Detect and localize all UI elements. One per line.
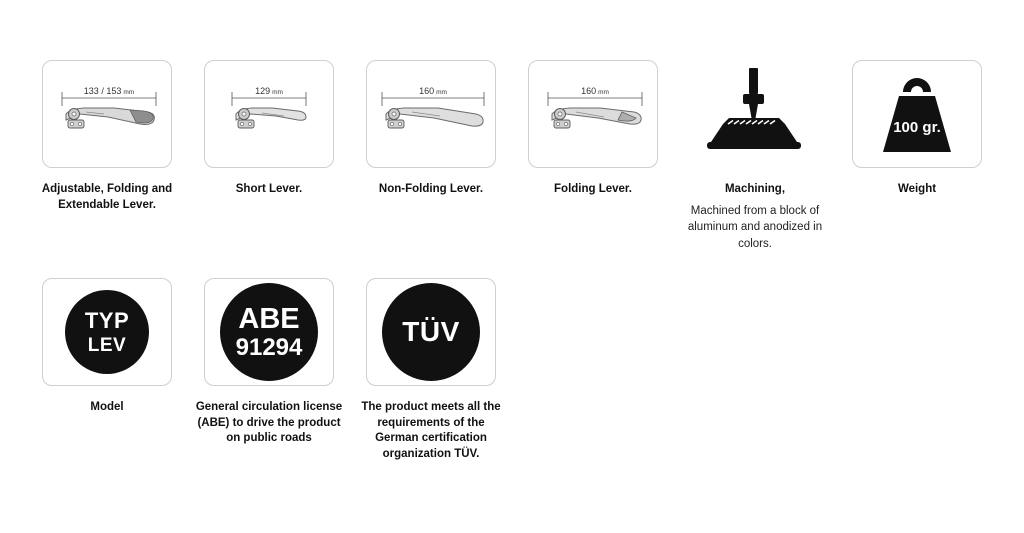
feature-caption: Adjustable, Folding and Extendable Lever. [41,183,173,211]
dimension-unit: mm [123,89,135,96]
dimension-value: 160 [419,86,435,96]
weight-icon [859,64,975,164]
dimension-value: 160 [581,86,597,96]
lever-diagram-icon [206,62,332,166]
tuv-badge-icon [382,283,480,381]
feature-cell-non-folding-lever [366,60,496,198]
badge-line-1: ABE [238,302,300,335]
feature-caption: Non-Folding Lever. [378,183,484,195]
badge-line-2: LEV [87,334,127,356]
typ-lev-badge-icon [65,290,149,374]
svg-text:129mm [255,86,283,96]
dimension-unit: mm [436,89,447,96]
badge-line-1: TYP [84,307,130,333]
svg-text:133 / 153mm [84,86,134,96]
lever-shape [552,108,641,128]
feature-cell-weight [852,60,982,198]
feature-caption: Folding Lever. [554,183,632,195]
feature-subcaption: Machined from a block of aluminum and anodized in colors. [687,204,823,250]
feature-cell-machining [687,60,823,253]
feature-row-2 [42,278,528,462]
lever-card [366,60,496,168]
lever-diagram-icon [44,62,170,166]
svg-text:160mm [419,86,447,96]
svg-text:160mm [581,86,609,96]
feature-cell-short-lever [204,60,334,198]
model-card [42,278,172,386]
feature-cell-tuv-certification [361,278,501,462]
dimension-value: 133 / 153 [83,86,122,96]
lever-card [42,60,172,168]
cnc-machining-icon [699,62,811,166]
abe-badge-icon [220,283,318,381]
tuv-card [366,278,496,386]
feature-cell-model [42,278,172,416]
lever-diagram-icon [530,62,656,166]
feature-caption: Machining, [724,183,786,195]
feature-cell-abe-license [195,278,343,447]
machining-card [690,60,820,168]
feature-row-1 [42,60,1014,253]
badge-line-1: TÜV [402,316,460,347]
feature-caption: Weight [897,183,937,195]
feature-caption: Model [90,401,124,413]
abe-card [204,278,334,386]
feature-cell-adjustable-folding-extendable-lever [42,60,172,213]
feature-cell-folding-lever [528,60,658,198]
lever-diagram-icon [368,62,494,166]
feature-caption: General circulation license (ABE) to drive the product on public roads [195,401,343,445]
weight-badge-text: 100 gr. [893,119,941,136]
badge-line-2: 91294 [235,333,303,361]
weight-card [852,60,982,168]
lever-shape [236,108,306,128]
feature-caption: The product meets all the requirements of the German certification organization TÜV. [361,401,501,460]
feature-caption: Short Lever. [235,183,303,195]
lever-shape [66,108,154,128]
dimension-unit: mm [272,89,283,96]
dimension-value: 129 [255,86,271,96]
lever-card [204,60,334,168]
dimension-unit: mm [598,89,609,96]
lever-card [528,60,658,168]
lever-shape [386,108,483,128]
